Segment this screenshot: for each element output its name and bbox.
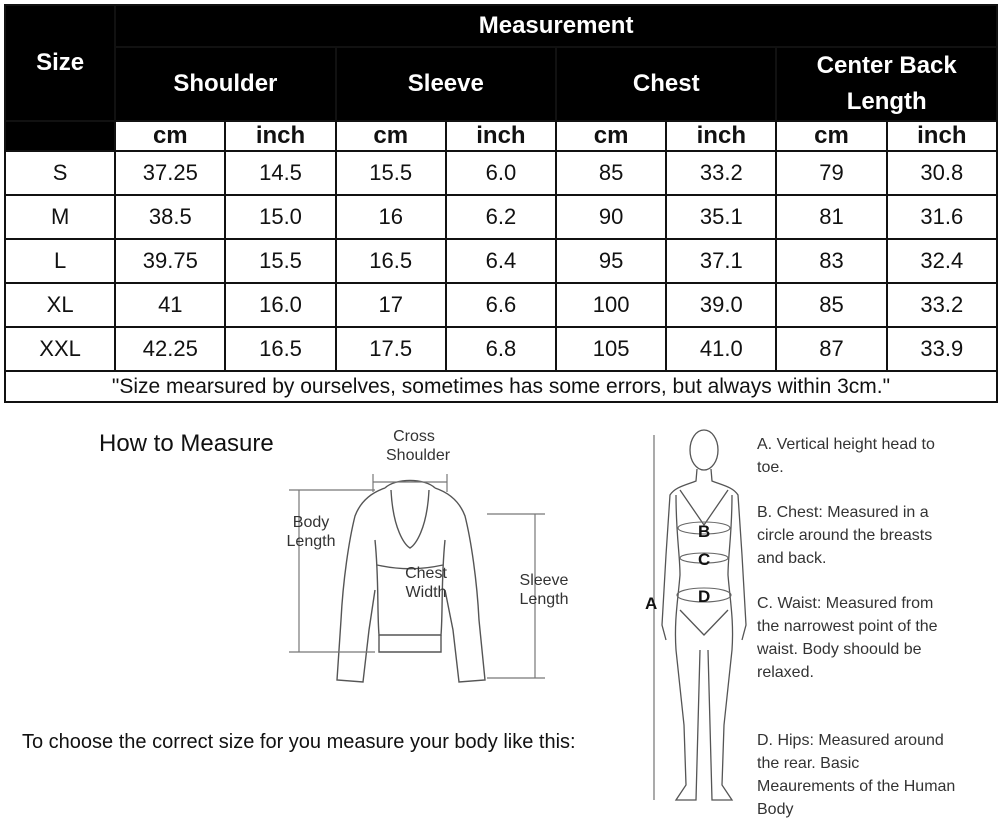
- table-cell: 17: [336, 283, 446, 327]
- table-cell: 16: [336, 195, 446, 239]
- table-row: [5, 195, 997, 239]
- table-cell: 16.0: [225, 283, 335, 327]
- table-cell: 33.9: [887, 327, 997, 371]
- how-to-measure-title: How to Measure: [99, 430, 274, 457]
- table-row: [5, 239, 997, 283]
- figure-letter-d: D: [698, 587, 711, 606]
- sleeve-length-label: Sleeve Length: [519, 572, 569, 608]
- table-cell: 6.2: [446, 195, 556, 239]
- table-cell: 16.5: [225, 327, 335, 371]
- description-d: D. Hips: Measured around the rear. Basic Meaurements of the Human Body: [757, 732, 956, 818]
- table-cell: 31.6: [887, 195, 997, 239]
- table-cell: 37.1: [666, 239, 776, 283]
- table-cell: 39.75: [115, 239, 225, 283]
- instruction-text: To choose the correct size for you measure your body like this:: [22, 731, 576, 753]
- table-cell: 15.0: [225, 195, 335, 239]
- table-row: [5, 327, 997, 371]
- table-row: [5, 151, 997, 195]
- unit-header: inch: [446, 121, 556, 151]
- chest-width-label: Chest Width: [405, 565, 447, 601]
- table-cell: 79: [776, 151, 886, 195]
- unit-header: cm: [336, 121, 446, 151]
- size-label: XL: [5, 283, 115, 327]
- table-cell: 42.25: [115, 327, 225, 371]
- table-cell: 16.5: [336, 239, 446, 283]
- table-cell: 41.0: [666, 327, 776, 371]
- group-header-sleeve: Sleeve: [336, 47, 556, 121]
- table-cell: 105: [556, 327, 666, 371]
- measurement-header: Measurement: [115, 5, 997, 47]
- figure-letter-a: A: [645, 594, 658, 613]
- size-label: S: [5, 151, 115, 195]
- table-cell: 41: [115, 283, 225, 327]
- table-cell: 15.5: [336, 151, 446, 195]
- table-cell: 85: [556, 151, 666, 195]
- table-row: [5, 283, 997, 327]
- table-cell: 33.2: [887, 283, 997, 327]
- table-cell: 87: [776, 327, 886, 371]
- description-a: A. Vertical height head to toe.: [757, 436, 935, 476]
- unit-header: inch: [666, 121, 776, 151]
- size-label: L: [5, 239, 115, 283]
- table-cell: 95: [556, 239, 666, 283]
- table-cell: 6.6: [446, 283, 556, 327]
- table-note: "Size mearsured by ourselves, sometimes has some errors, but always within 3cm.": [5, 371, 997, 402]
- group-header-chest: Chest: [556, 47, 776, 121]
- unit-header: inch: [225, 121, 335, 151]
- table-cell: 37.25: [115, 151, 225, 195]
- group-header-center-back-length: Center Back Length: [776, 47, 997, 121]
- unit-header: cm: [556, 121, 666, 151]
- table-cell: 39.0: [666, 283, 776, 327]
- table-cell: 33.2: [666, 151, 776, 195]
- table-cell: 85: [776, 283, 886, 327]
- unit-header: inch: [887, 121, 997, 151]
- table-cell: 6.4: [446, 239, 556, 283]
- body-length-label: Body Length: [286, 514, 336, 550]
- unit-header: cm: [776, 121, 886, 151]
- size-header: Size: [5, 5, 115, 121]
- size-chart-table: [4, 4, 998, 403]
- cross-shoulder-label: Cross Shoulder: [386, 428, 451, 464]
- table-cell: 81: [776, 195, 886, 239]
- figure-letter-c: C: [698, 550, 711, 569]
- body-figure: [650, 425, 760, 810]
- table-cell: 6.0: [446, 151, 556, 195]
- group-header-shoulder: Shoulder: [115, 47, 335, 121]
- size-label: XXL: [5, 327, 115, 371]
- table-cell: 14.5: [225, 151, 335, 195]
- size-label: M: [5, 195, 115, 239]
- table-cell: 83: [776, 239, 886, 283]
- table-cell: 90: [556, 195, 666, 239]
- figure-letter-b: B: [698, 522, 711, 541]
- table-cell: 17.5: [336, 327, 446, 371]
- table-cell: 38.5: [115, 195, 225, 239]
- unit-header: cm: [115, 121, 225, 151]
- description-c: C. Waist: Measured from the narrowest point of the waist. Body shoould be relaxed.: [757, 595, 938, 681]
- table-cell: 100: [556, 283, 666, 327]
- table-cell: 35.1: [666, 195, 776, 239]
- table-cell: 6.8: [446, 327, 556, 371]
- table-cell: 30.8: [887, 151, 997, 195]
- table-cell: 32.4: [887, 239, 997, 283]
- description-b: B. Chest: Measured in a circle around the breasts and back.: [757, 504, 933, 567]
- unit-header-spacer: [5, 121, 115, 151]
- table-cell: 15.5: [225, 239, 335, 283]
